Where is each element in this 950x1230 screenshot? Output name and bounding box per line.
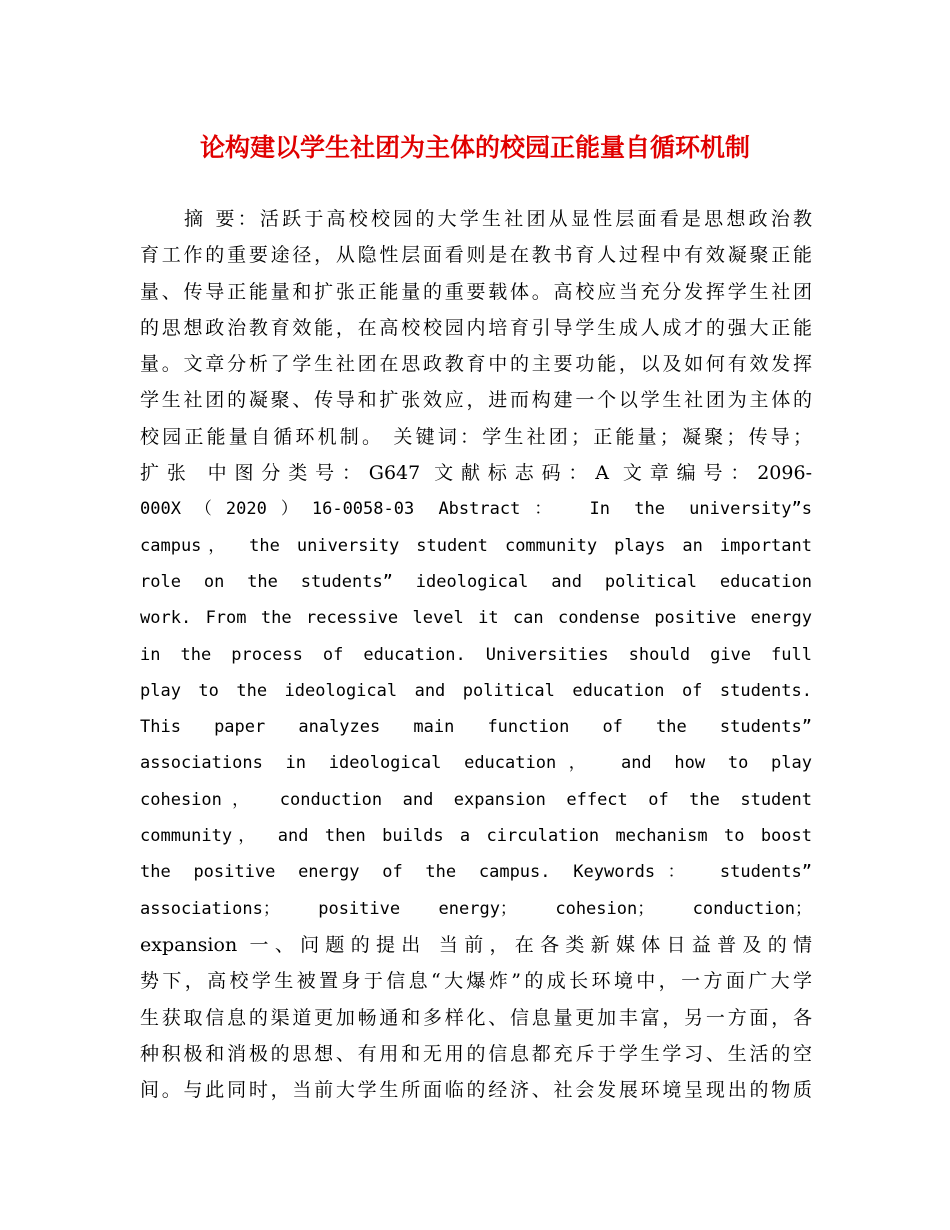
text-line: 的思想政治教育效能，在高校校园内培育引导学生成人成才的强大正能: [140, 316, 812, 339]
text-line: cohesion， conduction and expansion effect of the student: [140, 789, 812, 810]
text-line: associations in ideological education， and how to play: [140, 753, 812, 774]
text-line: 扩张 中图分类号：G647 文献标志码：A 文章编号：2096-: [140, 462, 812, 485]
text-line: play to the ideological and political education of students.: [140, 680, 812, 701]
text-line: the positive energy of the campus. Keywords： students”: [140, 862, 812, 883]
text-line: 量。文章分析了学生社团在思政教育中的主要功能，以及如何有效发挥: [140, 353, 812, 376]
text-line: associations； positive energy； cohesion； conduction；: [140, 898, 812, 919]
text-line: 育工作的重要途径，从隐性层面看则是在教书育人过程中有效凝聚正能: [140, 244, 812, 267]
text-line: 种积极和消极的思想、有用和无用的信息都充斥于学生学习、生活的空: [140, 1042, 812, 1065]
text-line: 势下，高校学生被置身于信息“大爆炸”的成长环境中，一方面广大学: [140, 970, 812, 993]
text-line: work. From the recessive level it can condense positive energy: [140, 608, 812, 629]
text-line: This paper analyzes main function of the students”: [140, 717, 812, 738]
text-line: 000X（2020）16-0058-03 Abstract： In the university”s: [140, 499, 812, 520]
text-line: community， and then builds a circulation mechanism to boost: [140, 826, 812, 847]
page-title: 论构建以学生社团为主体的校园正能量自循环机制: [199, 133, 750, 162]
text-line: 校园正能量自循环机制。 关键词：学生社团；正能量；凝聚；传导；: [140, 425, 812, 448]
text-line: expansion 一、问题的提出 当前，在各类新媒体日益普及的情: [140, 933, 812, 956]
text-line: 生获取信息的渠道更加畅通和多样化、信息量更加丰富，另一方面，各: [140, 1006, 812, 1029]
text-line: role on the students” ideological and political education: [140, 571, 812, 592]
text-line: 学生社团的凝聚、传导和扩张效应，进而构建一个以学生社团为主体的: [140, 389, 812, 412]
text-line: 间。与此同时，当前大学生所面临的经济、社会发展环境呈现出的物质: [140, 1079, 812, 1102]
text-line: 量、传导正能量和扩张正能量的重要载体。高校应当充分发挥学生社团: [140, 280, 812, 303]
document-body: [140, 201, 812, 1108]
text-line: in the process of education. Universities should give full: [140, 644, 812, 665]
text-line: campus， the university student community plays an important: [140, 535, 812, 556]
text-line: 摘 要：活跃于高校校园的大学生社团从显性层面看是思想政治教: [184, 208, 812, 230]
